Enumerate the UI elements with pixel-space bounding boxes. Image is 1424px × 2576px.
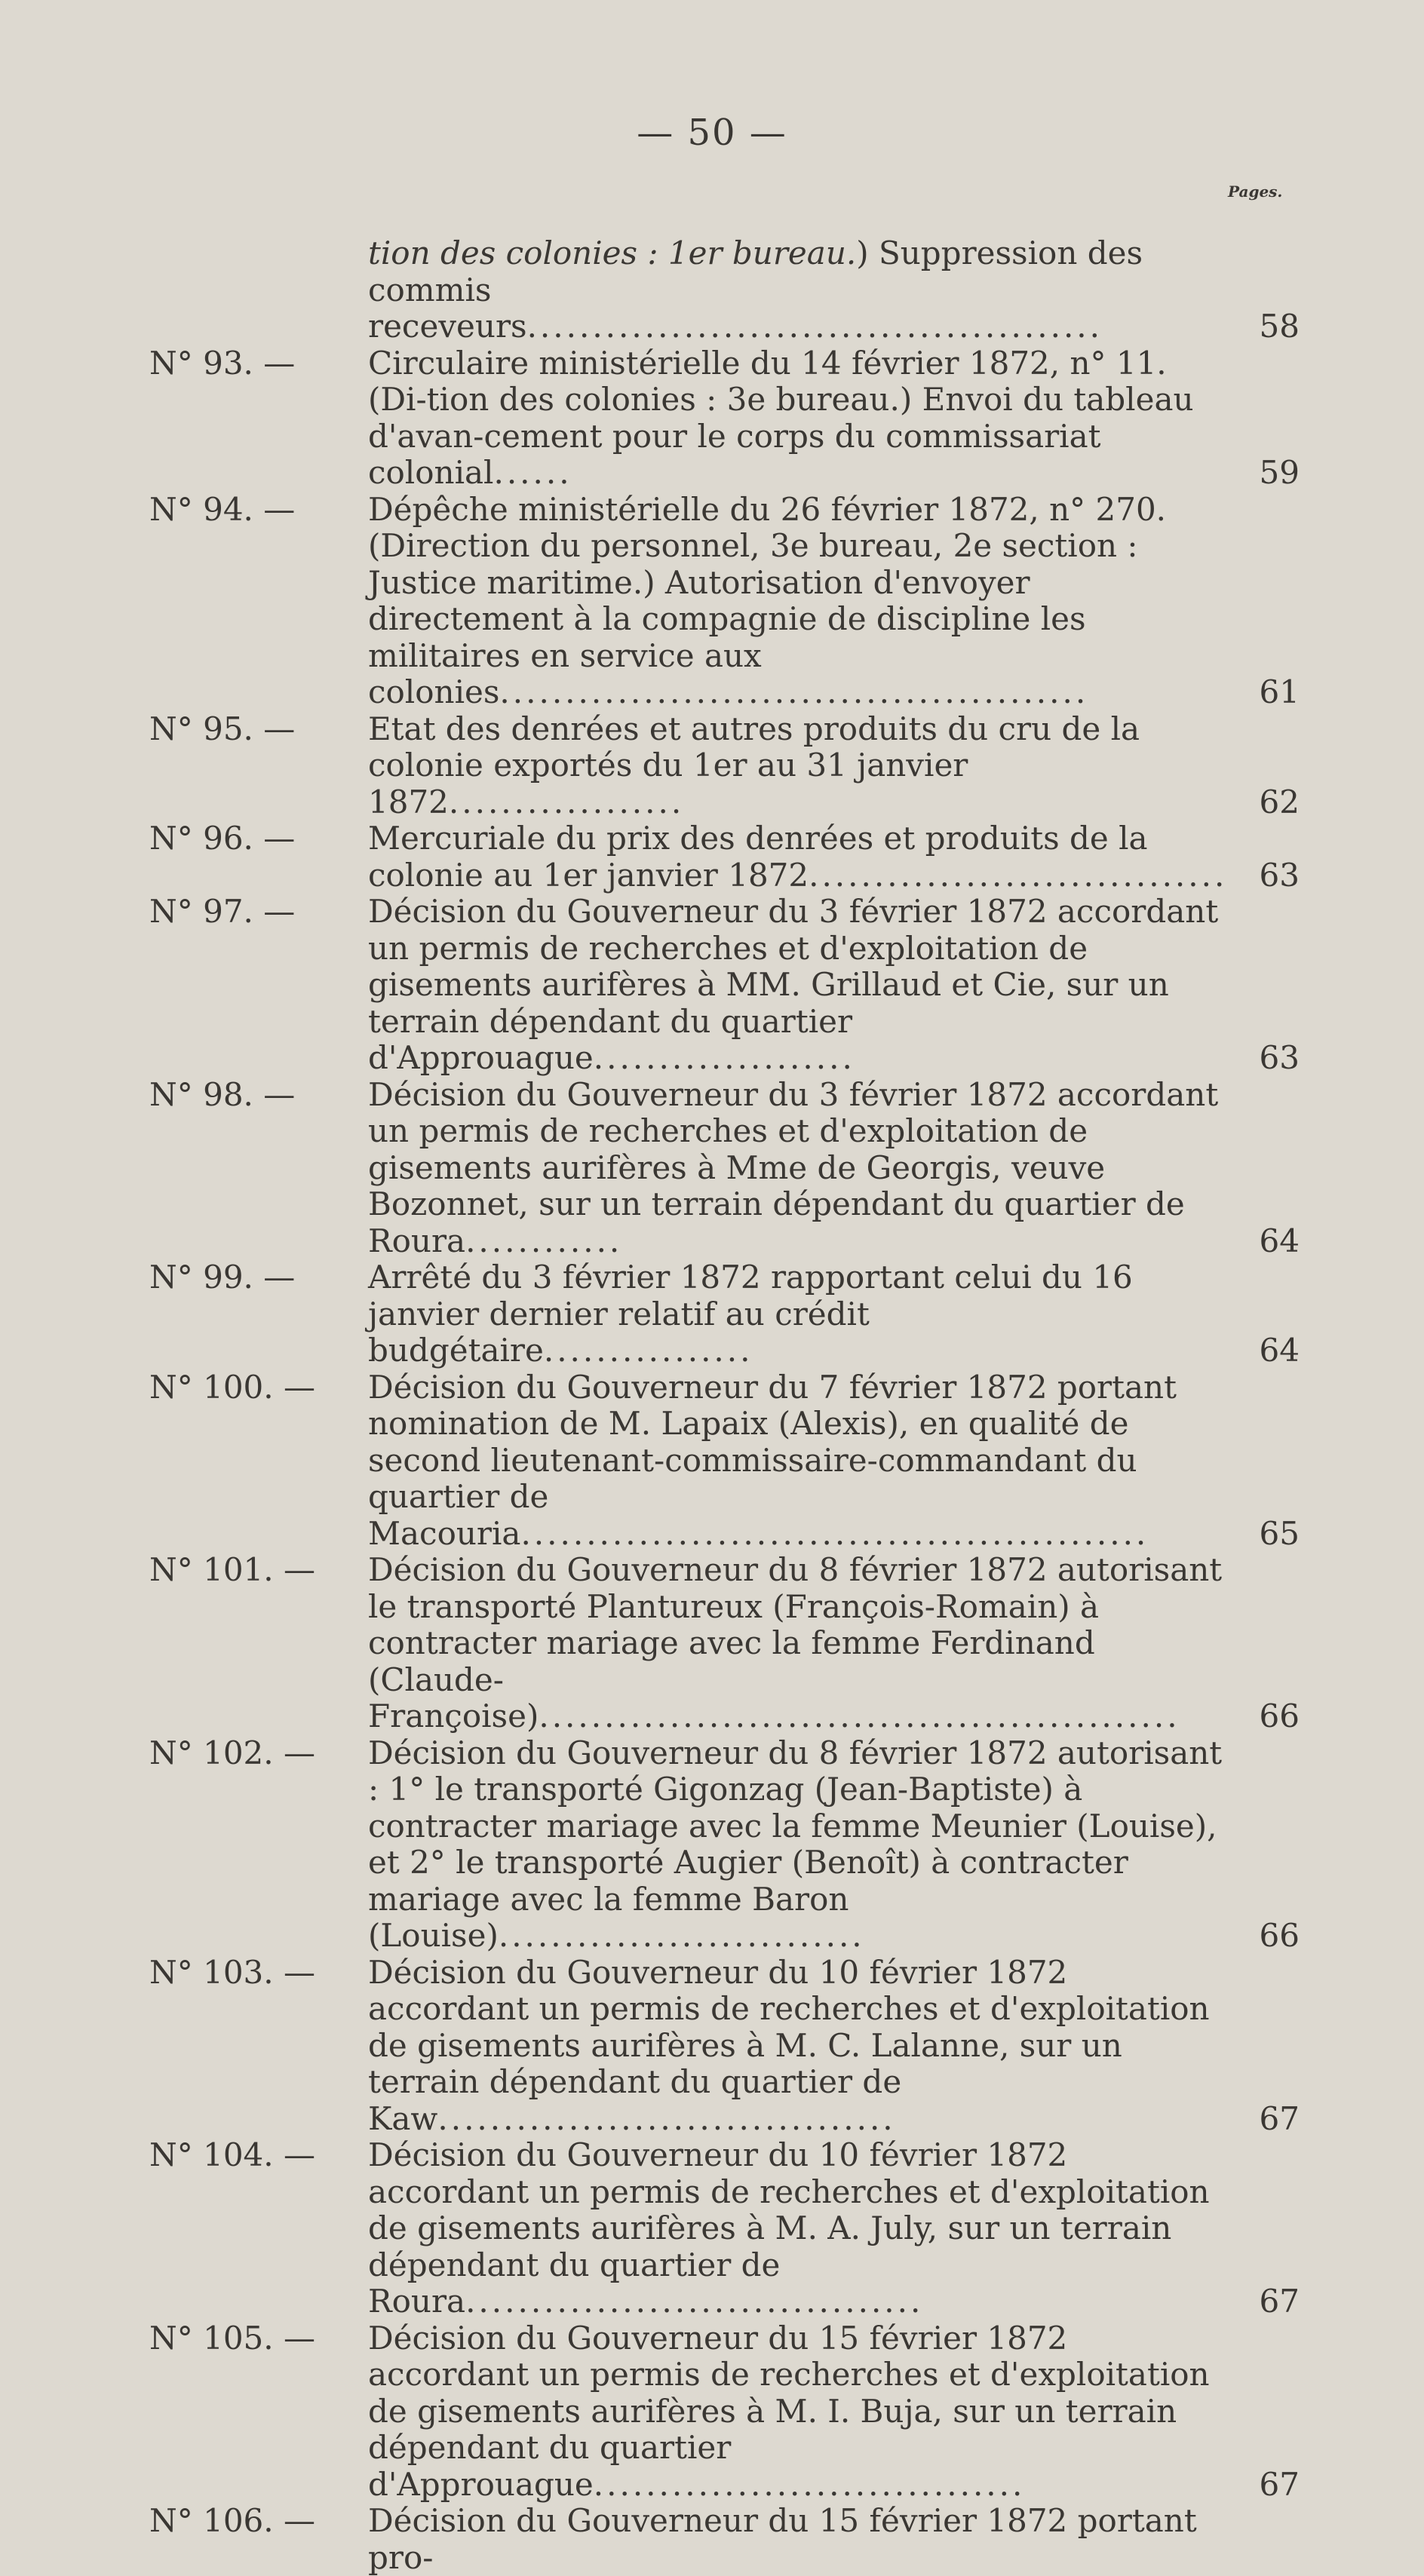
- entry-number: N° 94. —: [149, 490, 296, 528]
- entry-number: N° 106. —: [149, 2502, 315, 2539]
- entry-page-number: 58: [1259, 308, 1300, 345]
- leader-dots: ..................: [448, 783, 685, 820]
- toc-entry: [0, 2503, 1424, 2576]
- leader-dots: ............................: [498, 1917, 865, 1954]
- entry-text-block: [368, 235, 1228, 345]
- entry-page-number: 66: [1259, 1917, 1300, 1954]
- entry-number: N° 103. —: [149, 1953, 315, 1991]
- leader-dots: ................................: [809, 856, 1228, 894]
- entry-page-number: 63: [1259, 856, 1300, 894]
- leader-dots: .............................................: [499, 673, 1089, 710]
- entry-page-number: 64: [1259, 1332, 1300, 1369]
- entry-title: Arrêté du 3 février 1872 rapportant celui du 16 janvier dernier relatif au crédit budgétaire: [368, 1259, 1133, 1369]
- entry-title: Etat des denrées et autres produits du cru de la colonie exportés du 1er au 31 janvier 1872: [368, 710, 1140, 820]
- entry-number: N° 104. —: [149, 2136, 315, 2173]
- entry-title: Décision du Gouverneur du 15 février 1872 accordant un permis de recherches et d'exploitation de gisements aurifères à M. I. Buja, sur un terrain dépendant du quartier d'Approuague: [368, 2319, 1210, 2503]
- entry-title: Décision du Gouverneur du 3 février 1872 accordant un permis de recherches et d'exploitation de gisements aurifères à Mme de Georgis, veuve Bozonnet, sur un terrain dépendant du quartier de Roura: [368, 1075, 1219, 1259]
- entry-number: N° 95. —: [149, 710, 296, 747]
- entry-page-number: 67: [1259, 2099, 1300, 2137]
- entry-title: Mercuriale du prix des denrées et produits de la colonie au 1er janvier 1872: [368, 820, 1148, 894]
- entry-page-number: 66: [1259, 1697, 1300, 1734]
- leader-dots: ...................................: [465, 2283, 924, 2320]
- toc-entry: [0, 711, 1424, 821]
- entry-title: Décision du Gouverneur du 10 février 1872 accordant un permis de recherches et d'exploitation de gisements aurifères à M. A. July, sur un terrain dépendant du quartier de Roura: [368, 2136, 1210, 2320]
- entry-page-number: 65: [1259, 1514, 1300, 1552]
- entry-number: N° 96. —: [149, 820, 296, 857]
- leader-dots: .................................: [593, 2465, 1026, 2503]
- toc-entry: [0, 2320, 1424, 2504]
- entry-number: N° 105. —: [149, 2319, 315, 2357]
- toc-entry: [0, 1552, 1424, 1735]
- entry-title: Circulaire ministérielle du 14 février 1872, n° 11. (Di-tion des colonies : 3e bureau.) Envoi du tableau d'avan-cement pour le corps du commissariat colonial: [368, 344, 1194, 491]
- toc-entry: [0, 894, 1424, 1077]
- entry-title: Décision du Gouverneur du 3 février 1872 accordant un permis de recherches et d'exploitation de gisements aurifères à MM. Grillaud et Cie, sur un terrain dépendant du quartier d'Approuague: [368, 893, 1219, 1076]
- toc-entry: [0, 2137, 1424, 2320]
- toc-entry: [0, 345, 1424, 492]
- page-number: — 50 —: [637, 112, 787, 154]
- entry-page-number: 62: [1259, 783, 1300, 820]
- entry-title: Décision du Gouverneur du 8 février 1872 autorisant le transporté Plantureux (François-Romain) à contracter mariage avec la femme Ferdinand (Claude-Françoise): [368, 1551, 1223, 1734]
- leader-dots: ....................: [593, 1039, 855, 1076]
- leader-dots: ...................................: [437, 2099, 896, 2137]
- entry-title: Décision du Gouverneur du 8 février 1872 autorisant : 1° le transporté Gigonzag (Jean-Baptiste) à contracter mariage avec la femme Meunier (Louise), et 2° le transporté Augier (Benoît) à contracter mariage avec la femme Baron (Louise): [368, 1734, 1223, 1954]
- toc-entry: [0, 1955, 1424, 2138]
- entry-title: Décision du Gouverneur du 7 février 1872 portant nomination de M. Lapaix (Alexis), en qualité de second lieutenant-commissaire-commandant du quartier de Macouria: [368, 1368, 1177, 1552]
- toc-entry: [0, 820, 1424, 894]
- toc-entry: [0, 1259, 1424, 1369]
- toc-entry: [0, 235, 1424, 345]
- leader-dots: ................: [543, 1332, 753, 1369]
- leader-dots: ................................................: [520, 1514, 1149, 1552]
- toc-entry: [0, 1077, 1424, 1260]
- entry-page-number: 59: [1259, 454, 1300, 491]
- entry-page-number: 64: [1259, 1222, 1300, 1259]
- entry-number: N° 100. —: [149, 1368, 315, 1406]
- toc-entry: [0, 1735, 1424, 1955]
- entry-page-number: 63: [1259, 1039, 1300, 1076]
- entry-title: Dépêche ministérielle du 26 février 1872, n° 270. (Direction du personnel, 3e bureau, 2e section : Justice maritime.) Autorisation d'envoyer directement à la compagnie de discipline les militaires en service aux colonies: [368, 490, 1167, 710]
- entry-title: Décision du Gouverneur du 15 février 1872 portant pro-: [368, 2502, 1197, 2576]
- entry-number: N° 101. —: [149, 1551, 315, 1588]
- toc-entry: [0, 492, 1424, 711]
- leader-dots: ......: [493, 454, 572, 491]
- entry-lead-italic: tion des colonies : 1er bureau.: [368, 235, 857, 271]
- entry-number: N° 97. —: [149, 893, 296, 930]
- leader-dots: .................................................: [539, 1697, 1180, 1734]
- leader-dots: ............: [465, 1222, 623, 1259]
- entry-page-number: 67: [1259, 2283, 1300, 2320]
- table-of-contents: [0, 235, 1424, 2576]
- entry-number: N° 102. —: [149, 1734, 315, 1771]
- entry-title: Décision du Gouverneur du 10 février 1872 accordant un permis de recherches et d'exploitation de gisements aurifères à M. C. Lalanne, sur un terrain dépendant du quartier de Kaw: [368, 1953, 1210, 2137]
- entry-title: ) Suppression des commis receveurs: [368, 235, 1143, 345]
- leader-dots: ............................................: [526, 308, 1103, 345]
- entry-number: N° 98. —: [149, 1075, 296, 1113]
- entry-page-number: 67: [1259, 2465, 1300, 2503]
- toc-entry: [0, 1369, 1424, 1553]
- entry-number: N° 93. —: [149, 344, 296, 382]
- entry-page-number: 61: [1259, 673, 1300, 710]
- entry-number: N° 99. —: [149, 1259, 296, 1296]
- pages-column-label: Pages.: [1228, 182, 1283, 201]
